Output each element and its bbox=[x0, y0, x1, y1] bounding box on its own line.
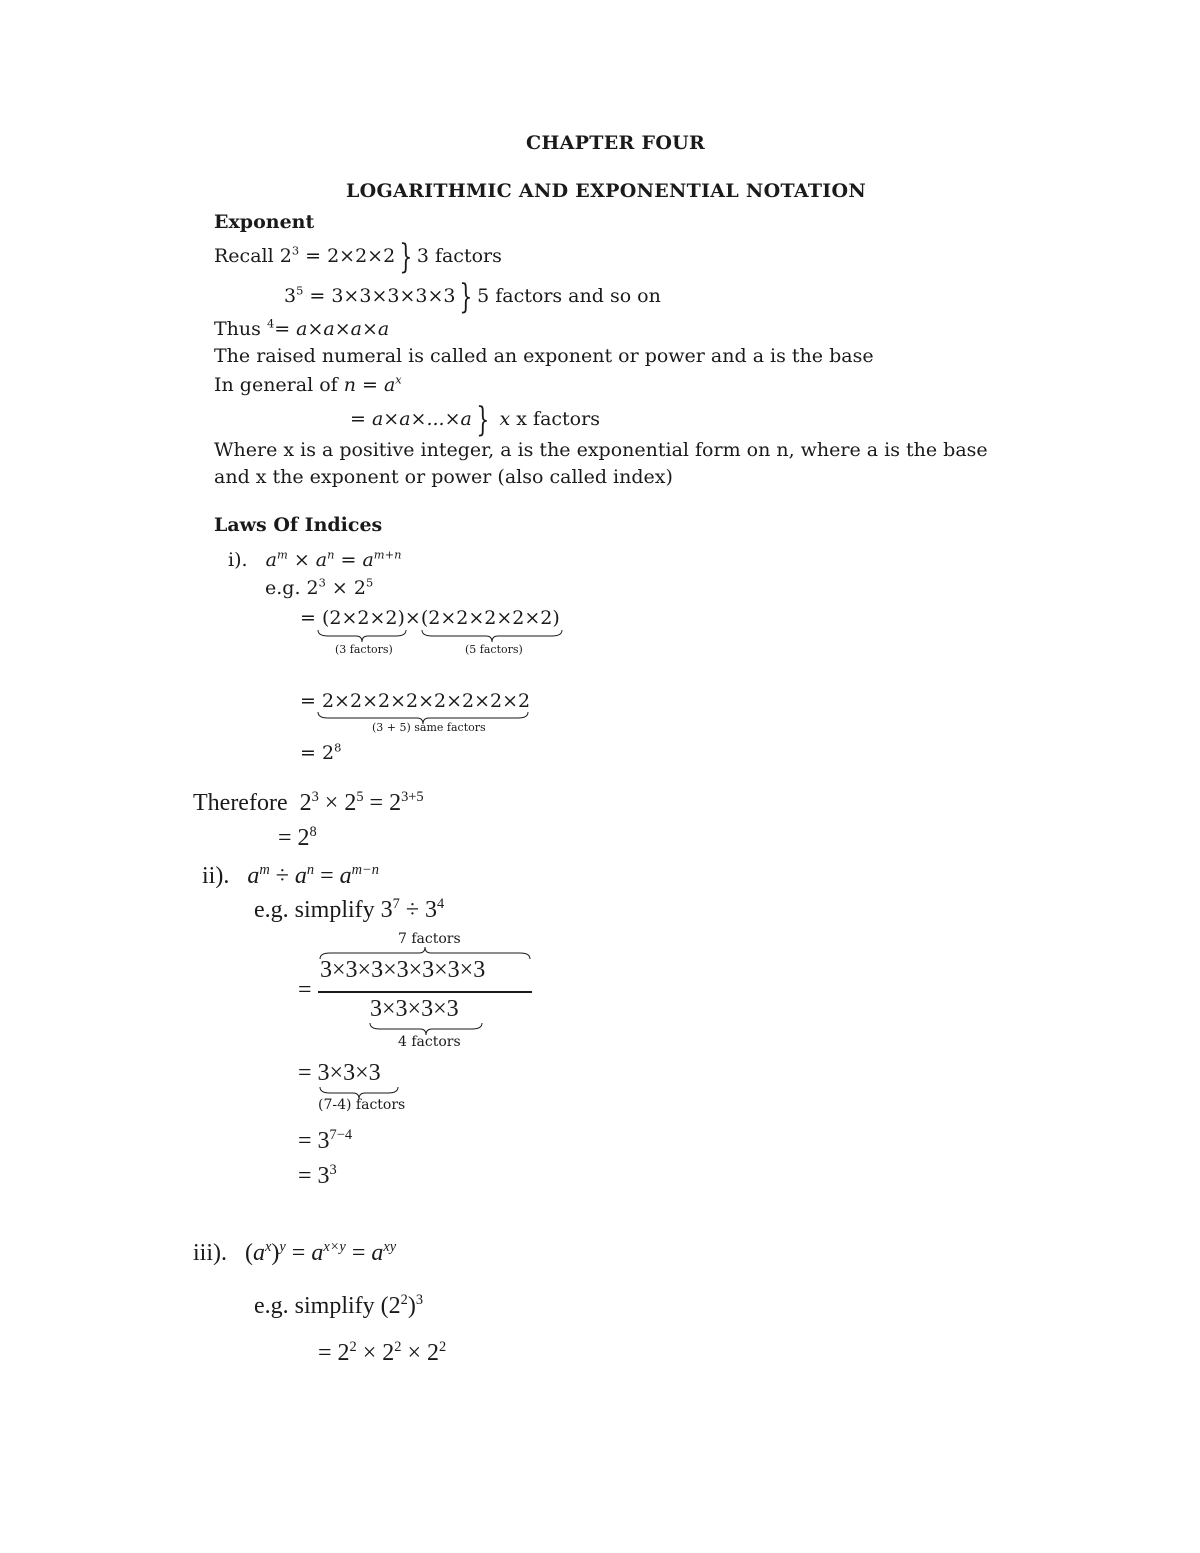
law1-expanded: = (2×2×2)×(2×2×2×2×2) bbox=[300, 607, 560, 629]
law2-label: ii). bbox=[202, 863, 230, 889]
law1-combined: = 2×2×2×2×2×2×2×2 bbox=[300, 690, 531, 712]
recall-expr-2: 3×3×3×3×3 bbox=[331, 285, 456, 307]
law1-example: e.g. $2^3 \times 2^5$ bbox=[265, 575, 374, 599]
recall-factors-2: 5 factors and so on bbox=[477, 285, 661, 307]
law2-numerator: 3×3×3×3×3×3×3 bbox=[320, 957, 486, 983]
law2-step: = $3^{7-4}$ bbox=[298, 1127, 353, 1154]
recall-line-2: $3^5 = 3\times 3\times 3\times 3\times 3$ } 5 factors and so on bbox=[284, 277, 661, 317]
law1-label: i). bbox=[228, 549, 248, 571]
underbrace-3 bbox=[318, 630, 406, 642]
recall-label: Recall bbox=[214, 245, 274, 267]
law1-group1: (2×2×2) bbox=[321, 607, 405, 629]
laws-heading: Laws Of Indices bbox=[214, 514, 383, 536]
law3-example: e.g. simplify $(2^2)^3$ bbox=[254, 1292, 424, 1319]
recall-factors: 3 factors bbox=[416, 245, 502, 267]
therefore-result: = $2^8$ bbox=[278, 824, 317, 851]
law1-rule: i). $a^m \times a^n = a^{m+n}$ bbox=[228, 547, 402, 571]
law2-eg: e.g. simplify bbox=[254, 897, 375, 923]
general-line: In general of $n = a^x$ bbox=[214, 372, 402, 396]
general-factors: x factors bbox=[516, 408, 600, 430]
law1-eg: e.g. bbox=[265, 577, 301, 599]
general-expr: = a×a×...×a bbox=[350, 408, 472, 430]
fraction-bar bbox=[318, 991, 532, 993]
law3-label: iii). bbox=[193, 1240, 227, 1266]
chapter-title: CHAPTER FOUR bbox=[526, 132, 706, 154]
law2-top-note: 7 factors bbox=[398, 931, 461, 947]
law2-bottom-note: 4 factors bbox=[398, 1034, 461, 1050]
law3-eg: e.g. simplify bbox=[254, 1293, 375, 1319]
law1-times: × bbox=[404, 607, 421, 629]
raised-text: The raised numeral is called an exponent or power and a is the base bbox=[214, 345, 874, 367]
law2-result: 3×3×3 bbox=[317, 1060, 381, 1086]
law1-note3: (3 + 5) same factors bbox=[372, 721, 486, 734]
exponent-heading: Exponent bbox=[214, 211, 315, 233]
law2-result-note: (7-4) factors bbox=[318, 1097, 406, 1113]
law1-note2: (5 factors) bbox=[465, 643, 523, 656]
law2-result-line: = 3×3×3 bbox=[298, 1060, 381, 1086]
general-expr-line: = a×a×...×a } x x factors bbox=[350, 400, 600, 440]
law2-denominator: 3×3×3×3 bbox=[370, 996, 459, 1022]
law2-equals: = bbox=[298, 977, 312, 1003]
thus-line: Thus $^4$= a×a×a×a bbox=[214, 316, 390, 340]
where-line-1: Where x is a positive integer, a is the exponential form on n, where a is the base bbox=[214, 439, 988, 461]
where-line-2: and x the exponent or power (also called index) bbox=[214, 466, 673, 488]
general-label: In general of bbox=[214, 374, 338, 396]
recall-expr: 2×2×2 bbox=[327, 245, 396, 267]
law2-example: e.g. simplify $3^7 \div 3^4$ bbox=[254, 896, 445, 923]
therefore-line: Therefore $2^3 \times 2^5 = 2^{3+5}$ bbox=[193, 789, 424, 816]
law3-expanded: = $2^2 \times 2^2 \times 2^2$ bbox=[318, 1339, 447, 1366]
law1-note1: (3 factors) bbox=[335, 643, 393, 656]
section-title: LOGARITHMIC AND EXPONENTIAL NOTATION bbox=[346, 180, 866, 202]
law1-result: = $2^8$ bbox=[300, 740, 342, 764]
therefore-label: Therefore bbox=[193, 790, 288, 816]
law1-group2: (2×2×2×2×2) bbox=[420, 607, 560, 629]
thus-expr: = a×a×a×a bbox=[274, 318, 390, 340]
law2-rule: ii). $a^m \div a^n = a^{m-n}$ bbox=[202, 862, 379, 889]
underbrace-5 bbox=[422, 630, 562, 642]
law1-group3: 2×2×2×2×2×2×2×2 bbox=[321, 690, 531, 712]
law2-final: = $3^3$ bbox=[298, 1162, 337, 1189]
thus-label: Thus bbox=[214, 318, 261, 340]
recall-line: Recall $2^3 = 2\times 2\times 2$ } 3 factors bbox=[214, 237, 502, 277]
law3-rule: iii). $(a^x)^y = a^{x\times y} = a^{xy}$ bbox=[193, 1239, 397, 1266]
